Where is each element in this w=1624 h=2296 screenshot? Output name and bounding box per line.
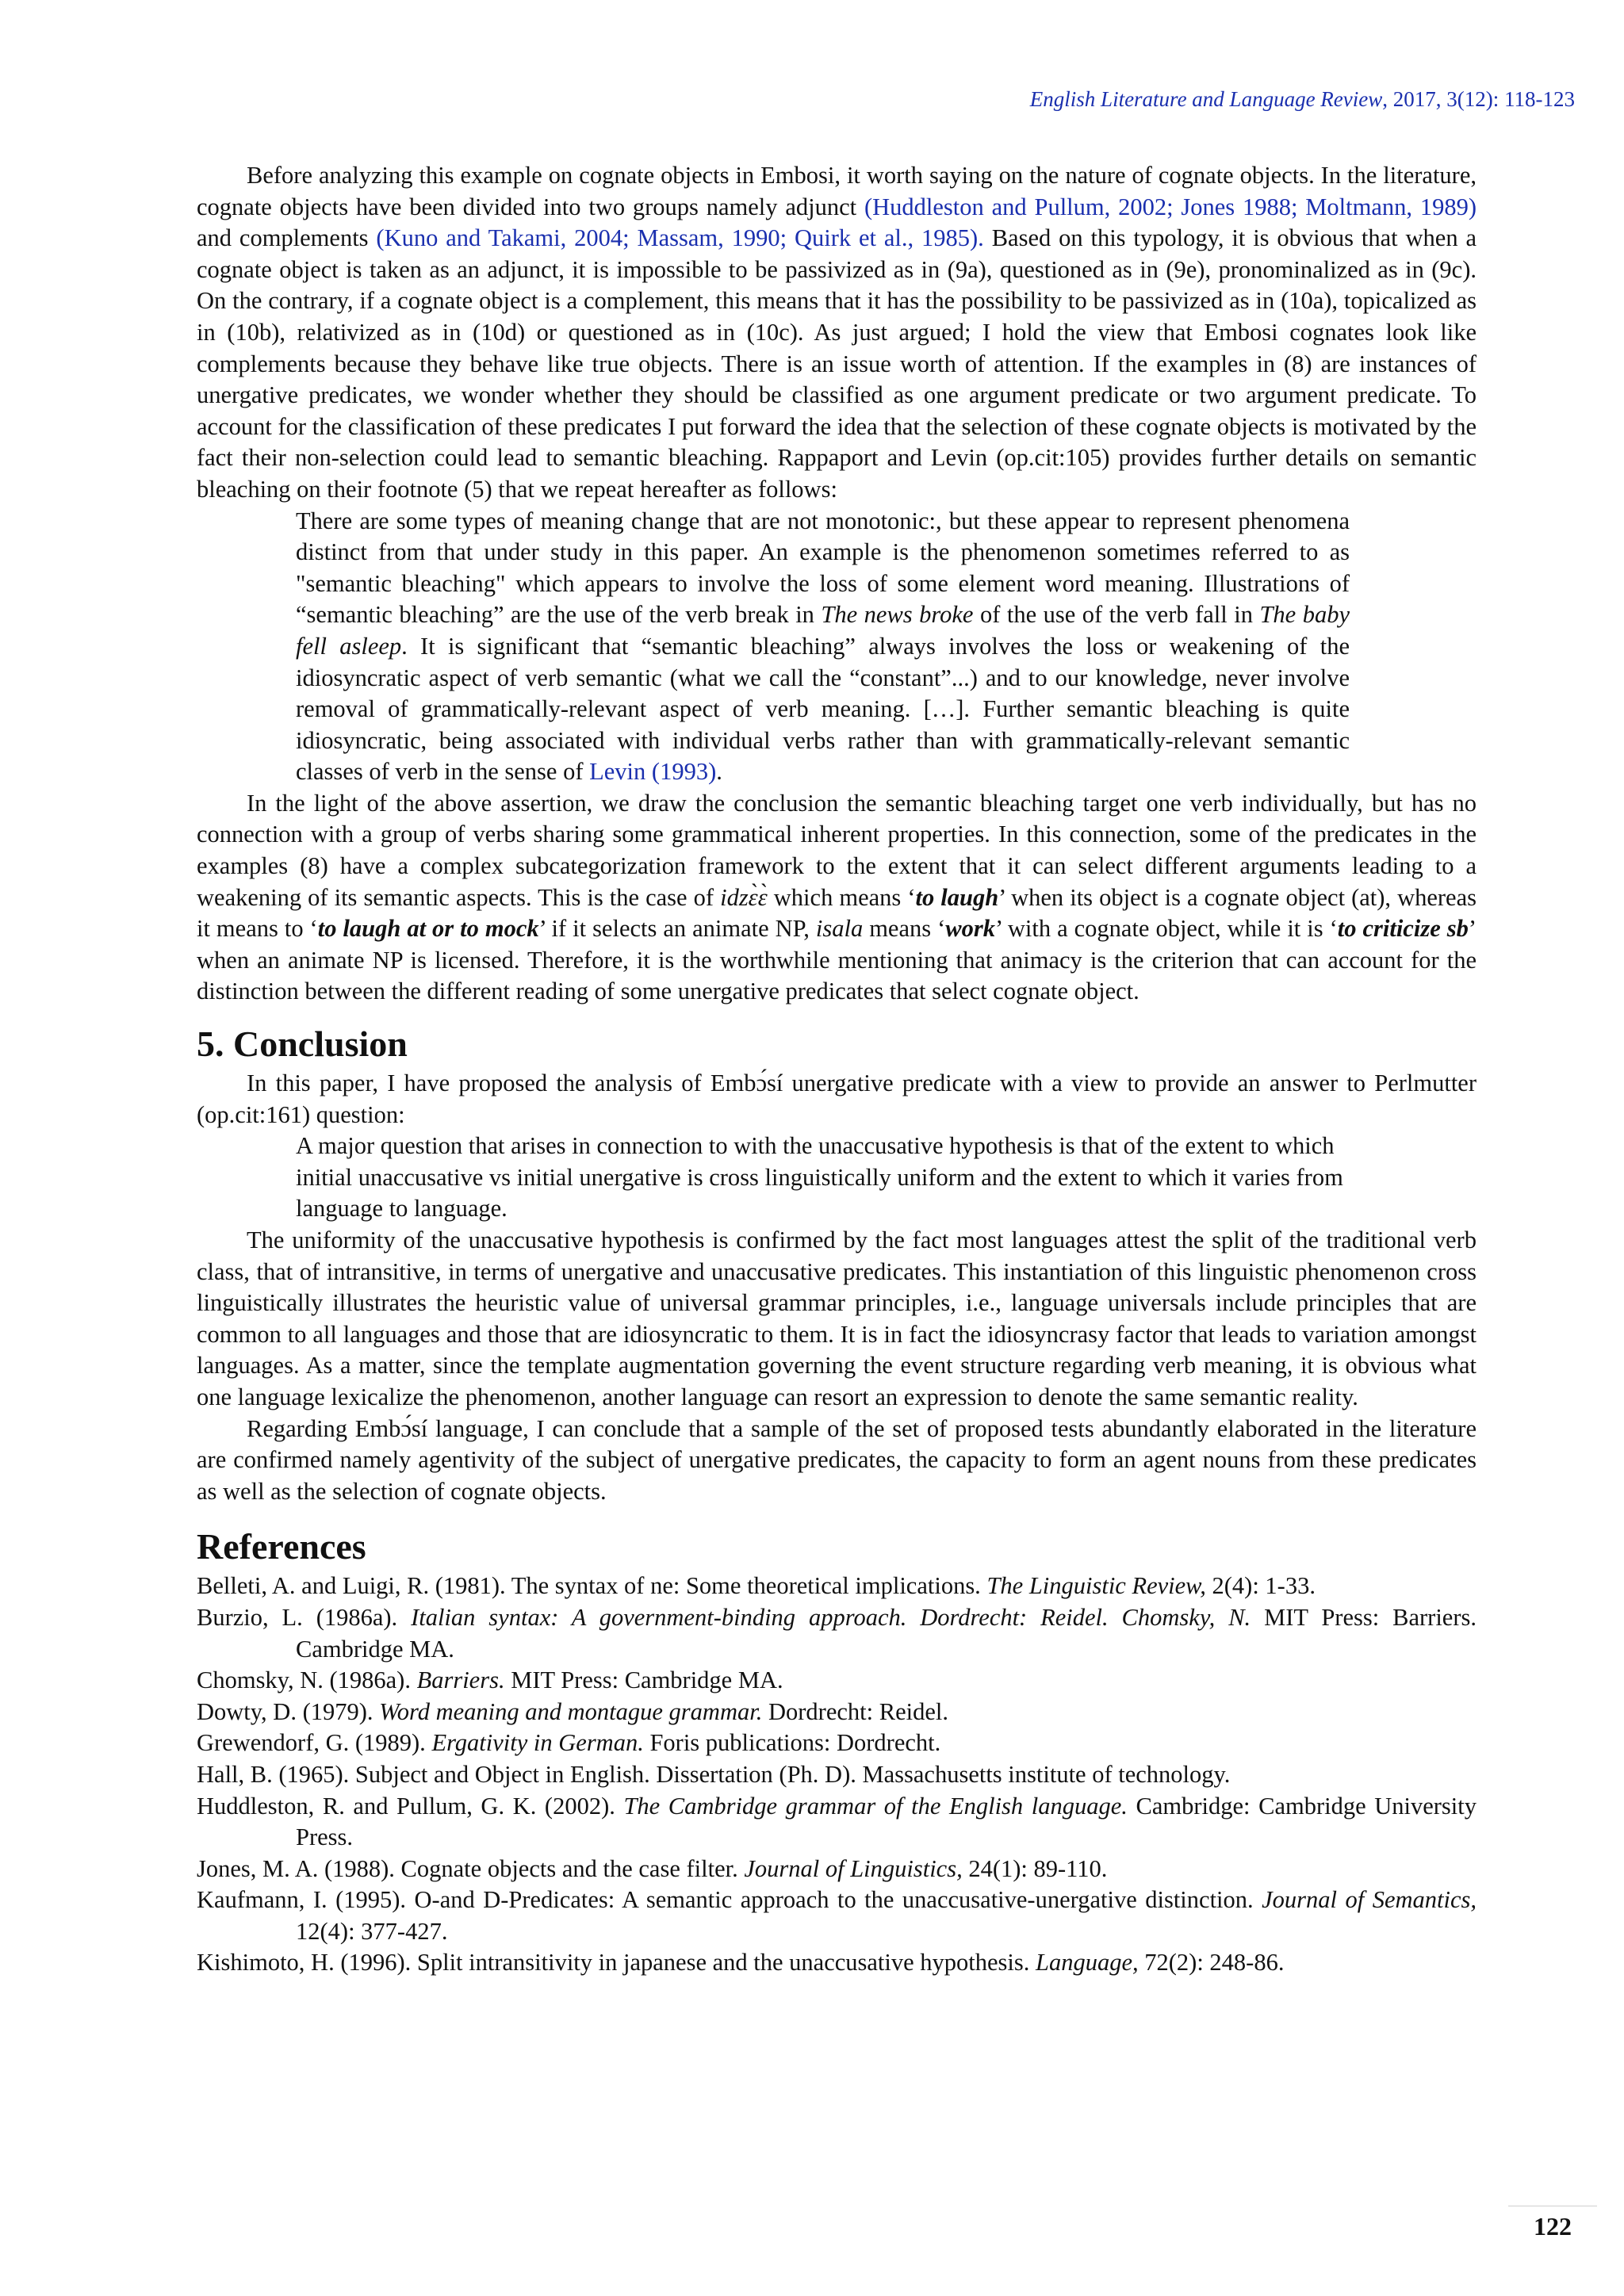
text: MIT Press: Cambridge MA. — [504, 1667, 783, 1694]
text: Before analyzing this example on cognate objects in Embosi, it worth saying on the nature of cognate objects. In the literature, cognate objects have been divided into two groups namely adjunct — [197, 162, 1477, 220]
text: Chomsky, N. (1986a). — [197, 1667, 417, 1694]
reference-item — [197, 1854, 1477, 1885]
text: Grewendorf, G. (1989). — [197, 1729, 432, 1757]
text: 2(4): 1-33. — [1205, 1572, 1316, 1600]
reference-item — [197, 1602, 1477, 1665]
text: Belleti, A. and Luigi, R. (1981). The syntax of ne: Some theoretical implications. — [197, 1572, 987, 1600]
text: In the light of the above assertion, we draw the conclusion the semantic bleaching target one verb individually, but has no connection with a group of verbs sharing some grammatical inherent properties. In this connection, some of the predicates in the examples (8) have a complex subcategorization framework to the extent that it can select different arguments leading to a weakening of its semantic aspects. This is the case of — [197, 789, 1477, 911]
bold-italic-text: to criticize sb — [1337, 915, 1469, 943]
text: of the use of the verb fall in — [973, 601, 1260, 629]
bold-italic-text: work — [945, 915, 995, 943]
text: Kaufmann, I. (1995). O-and D-Predicates: A semantic approach to the unaccusative-unergative distinction. — [197, 1886, 1262, 1914]
reference-list — [197, 1571, 1477, 1979]
italic-text: Word meaning and montague grammar. — [379, 1697, 763, 1725]
text: Burzio, L. (1986a). — [197, 1603, 412, 1631]
paragraph-cognate-objects — [197, 160, 1477, 506]
italic-text: Journal of Linguistics, — [744, 1854, 963, 1882]
text: Based on this typology, it is obvious that when a cognate object is taken as an adjunct, it is impossible to be passivized as in (9a), questioned as in (9e), pronominalized as in (9c). On the contrary, if a cognate object is a complement, this means that it has the possibility to be passivized as in (10a), topicalized as in (10b), relativized as in (10d) or questioned as in (10c). As just argued; I hold the view that Embosi cognates look like complements because they behave like true objects. There is an issue worth of attention. If the examples in (8) are instances of unergative predicates, we wonder whether they should be classified as one argument predicate or two argument predicate. To account for the classification of these predicates I put forward the idea that the selection of these cognate objects is motivated by the fact their non-selection could lead to semantic bleaching. Rappaport and Levin (op.cit:105) provides further details on semantic bleaching on their footnote (5) that we repeat hereafter as follows: — [197, 224, 1477, 503]
text: . It is significant that “semantic bleaching” always involves the loss or weakening of the idiosyncratic aspect of verb semantic (what we call the “constant”...) and to our knowledge, never involve removal of grammatically-relevant aspect of verb meaning. […]. Further semantic bleaching is quite idiosyncratic, being associated with individual verbs rather than with grammatically-relevant semantic classes of verb in the sense of — [296, 632, 1350, 786]
italic-text: The Linguistic Review, — [986, 1572, 1206, 1600]
block-quote-semantic-bleaching — [296, 506, 1350, 788]
paragraph-uniformity: The uniformity of the unaccusative hypothesis is confirmed by the fact most languages attest the split of the traditional verb class, that of intransitive, in terms of unergative and unaccusative predicates. This instantiation of this linguistic phenomenon cross linguistically illustrates the heuristic value of universal grammar principles, i.e., language universals include principles that are common to all languages and those that are idiosyncratic to them. It is in fact the idiosyncrasy factor that leads to variation amongst languages. As a matter, since the template augmentation governing the event structure regarding verb meaning, it is obvious what one language lexicalize the phenomenon, another language can resort an expression to denote the same semantic reality. — [197, 1226, 1477, 1410]
text: Cambridge: Cambridge University Press. — [296, 1792, 1477, 1851]
italic-text: Barriers. — [416, 1667, 505, 1694]
citation-link[interactable]: Levin (1993) — [589, 758, 717, 786]
italic-text: isala — [815, 915, 864, 943]
reference-item — [197, 1885, 1477, 1947]
text: means ‘ — [863, 915, 946, 943]
reference-item — [197, 1571, 1477, 1602]
italic-text: Language, — [1036, 1949, 1139, 1976]
paragraph-conclusion-intro: In this paper, I have proposed the analysis of Embɔ́sí unergative predicate with a view to provide an answer to Perlmutter (op.cit:161) question: — [197, 1070, 1477, 1128]
italic-text: Journal of Semantics, — [1262, 1886, 1477, 1914]
bold-italic-text: to laugh — [915, 883, 999, 911]
text: 24(1): 89-110. — [962, 1854, 1108, 1882]
section-heading-conclusion: 5. Conclusion — [197, 1024, 408, 1065]
reference-item — [197, 1665, 1477, 1697]
text: Dowty, D. (1979). — [197, 1697, 380, 1725]
text: ’ with a cognate object, while it is ‘ — [995, 915, 1338, 943]
reference-item — [197, 1791, 1477, 1854]
text: 72(2): 248-86. — [1138, 1949, 1285, 1976]
text: Hall, B. (1965). Subject and Object in English. Dissertation (Ph. D). Massachusetts institute of technology. — [197, 1760, 1231, 1788]
text: ’ when its object is a cognate object (at), whereas it means to ‘ — [197, 883, 1477, 943]
reference-item — [197, 1759, 1477, 1791]
text: Jones, M. A. (1988). Cognate objects and the case filter. — [197, 1854, 745, 1882]
text: which means ‘ — [767, 883, 916, 911]
block-quote-perlmutter: A major question that arises in connection to with the unaccusative hypothesis is that of the extent to which initial unaccusative vs initial unergative is cross linguistically uniform and the extent to which it varies from language to language. — [296, 1132, 1343, 1223]
running-header — [623, 87, 1575, 112]
text: Foris publications: Dordrecht. — [643, 1729, 941, 1757]
italic-text: The baby fell asleep — [296, 601, 1350, 660]
text: ’ when an animate NP is licensed. Therefore, it is the worthwhile mentioning that animacy is the criterion that can account for the distinction between the different reading of some unergative predicates that select cognate object. — [197, 915, 1477, 1005]
italic-text: Ergativity in German. — [431, 1729, 644, 1757]
reference-item — [197, 1697, 1477, 1728]
text: and complements — [197, 224, 377, 252]
italic-text: The Cambridge grammar of the English language. — [623, 1792, 1128, 1820]
bold-italic-text: to laugh at or to mock — [317, 915, 539, 943]
section-heading-references: References — [197, 1526, 366, 1567]
citation-link[interactable]: (Huddleston and Pullum, 2002; Jones 1988; Moltmann, 1989) — [864, 193, 1477, 220]
text: MIT Press: Barriers. Cambridge MA. — [296, 1603, 1477, 1663]
text: 12(4): 377-427. — [296, 1917, 448, 1945]
journal-citation: , 2017, 3(12): 118-123 — [1382, 87, 1575, 111]
text: Dordrecht: Reidel. — [762, 1697, 948, 1725]
paragraph-embosi-conclusion: Regarding Embɔ́sí language, I can conclude that a sample of the set of proposed tests abundantly elaborated in the literature are confirmed namely agentivity of the subject of unergative predicates, the capacity to form an agent nouns from these predicates as well as the selection of cognate objects. — [197, 1414, 1477, 1505]
text: Huddleston, R. and Pullum, G. K. (2002). — [197, 1792, 624, 1820]
italic-text: Italian syntax: A government-binding approach. Dordrecht: Reidel. Chomsky, N. — [411, 1603, 1251, 1631]
reference-item — [197, 1728, 1477, 1759]
text: Kishimoto, H. (1996). Split intransitivity in japanese and the unaccusative hypothesis. — [197, 1949, 1036, 1976]
reference-item — [197, 1947, 1477, 1979]
text: . — [716, 758, 722, 786]
citation-link[interactable]: (Kuno and Takami, 2004; Massam, 1990; Quirk et al., 1985). — [376, 224, 984, 252]
text: ’ if it selects an animate NP, — [538, 915, 816, 943]
journal-title: English Literature and Language Review — [1029, 87, 1383, 111]
page-content — [197, 160, 1477, 1979]
page-number: 122 — [1534, 2212, 1572, 2241]
italic-text: idzɛ̀ɛ̀ — [720, 883, 768, 911]
paragraph-semantic-bleaching — [197, 788, 1477, 1008]
text: There are some types of meaning change that are not monotonic:, but these appear to represent phenomena distinct from that under study in this paper. An example is the phenomenon sometimes referred to as "semantic bleaching" which appears to involve the loss of some element word meaning. Illustrations of “semantic bleaching” are the use of the verb break in — [296, 507, 1350, 629]
italic-text: The news broke — [821, 601, 974, 629]
